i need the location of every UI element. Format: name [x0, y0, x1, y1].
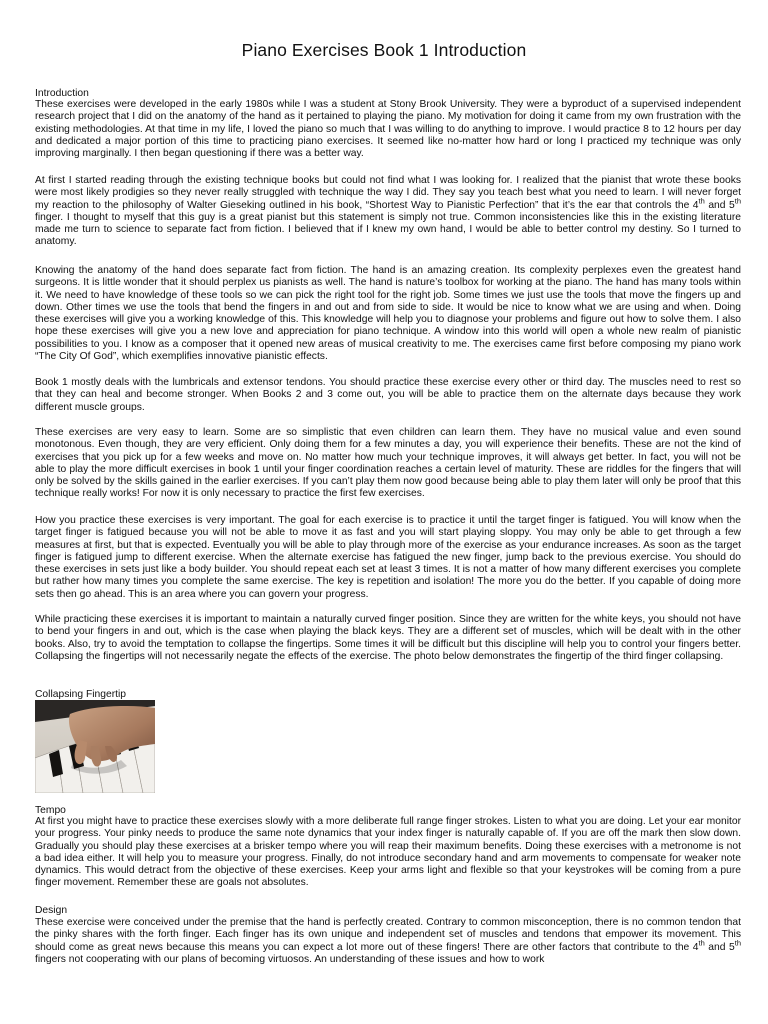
- paragraph-text: and 5: [704, 199, 735, 211]
- superscript-th: th: [734, 196, 741, 206]
- hand-on-keys-photo: [35, 700, 155, 793]
- paragraph-text: finger. I thought to myself that this guy is a great pianist but this statement is simply not true. Common inconsistencies like this in the existing literature made me turn to science to separate fact from fiction. I believed that if I knew my own hand, I would be able to better control my destiny. So I turned to anatomy.: [35, 211, 741, 248]
- paragraph-text: and 5: [704, 941, 735, 953]
- tempo-paragraph-1: At first you might have to practice these exercises slowly with a more deliberate full range finger strokes. Listen to what you are doing. Let your ear monitor your progress. Your pinky needs to produce the same note dynamics that your index finger is naturally capable of. If you are off the mark then slow down. Gradually you should play these exercises at a brisker tempo where you will reap their maximum benefits. Doing these exercises with a metronome is not a bad idea either. It will help you to measure your progress. Finally, do not introduce secondary hand and arm movements to compensate for weaker note dynamics. This would detract from the objective of these exercises. Keep your arms light and flexible so that your keystrokes will be coming from a pure finger movement. Remember these are goals not absolutes.: [35, 816, 741, 889]
- paragraph-text: fingers not cooperating with our plans of becoming virtuosos. An understanding of these issues and how to work: [35, 953, 545, 965]
- superscript-th: th: [698, 938, 705, 948]
- introduction-paragraph-1: These exercises were developed in the early 1980s while I was a student at Stony Brook University. They were a byproduct of a supervised independent research project that I did on the anatomy of the hand as it pertained to playing the piano. My motivation for doing it came from my own frustration with the existing methodologies. At that time in my life, I loved the piano so much that I was willing to do anything to improve. I would practice 8 to 12 hours per day and dedicated a major portion of this time to practicing piano exercises. It seemed like no-matter how hard or long I practiced my technique was only improving marginally. I then began questioning if there was a better way.: [35, 99, 741, 160]
- design-heading: Design: [35, 905, 68, 916]
- paragraph-text: At first I started reading through the existing technique books but could not find what I was looking for. I realized that the pianist that wrote these books were most likely prodigies so they never really struggled with technique the way I did. They say you teach best what you need to learn. I will never forget my reaction to the philosophy of Walter Gieseking outlined in his book, “Shortest Way to Pianistic Perfection” that it’s the ear that controls the 4: [35, 175, 741, 211]
- introduction-paragraph-3: Knowing the anatomy of the hand does separate fact from fiction. The hand is an amazing creation. Its complexity perplexes even the greatest hand surgeons. It is little wonder that it should perplex us pianists as well. The hand is nature’s toolbox for working at the piano. The hand has many tools within it. We need to have knowledge of these tools so we can pick the right tool for the right job. Some times we just use the tools that move the fingers up and down. Other times we use the tools that bend the fingers in and out and from side to side. It would be nice to know what we are using and when. Doing these exercises will give you a working knowledge of this. This knowledge will help you to diagnose your problems and figure out how to solve them. I also hope these exercises will give you a new love and appreciation for piano technique. A window into this world will open a whole new realm of pianistic possibilities to you. I know as a composer that it opened new areas of musical creativity to me. The exercises came first before composing my piano work “The City Of God”, which exemplifies innovative pianistic effects.: [35, 265, 741, 363]
- introduction-paragraph-4: Book 1 mostly deals with the lumbricals and extensor tendons. You should practice these exercise every other or third day. The muscles need to rest so that they can heal and become stronger. When Books 2 and 3 come out, you will be able to practice them on the alternate days because they work different muscle groups.: [35, 377, 741, 413]
- design-paragraph-1: [35, 917, 741, 966]
- superscript-th: th: [698, 196, 705, 206]
- collapsing-fingertip-heading: Collapsing Fingertip: [35, 689, 127, 700]
- paragraph-text: These exercise were conceived under the premise that the hand is perfectly created. Contrary to common misconception, there is no common tendon that the pinky shares with the forth finger. Each finger has its own unique and independent set of muscles and tendons that empower its movement. This should come as great news because this means you can expect a lot more out of these fingers! There are other factors that contribute to the 4: [35, 917, 741, 953]
- introduction-heading: Introduction: [35, 88, 89, 99]
- superscript-th: th: [734, 938, 741, 948]
- introduction-paragraph-6: How you practice these exercises is very important. The goal for each exercise is to practice it until the target finger is fatigued. You will know when the target finger is fatigued because you will not be able to move it as fast and you will start playing sloppy. You may only be able to get through a few measures at first, but that is expected. Eventually you will be able to play through more of the exercise as your endurance increases. As soon as the target finger is fatigued jump to different exercise. When the alternate exercise has fatigued the new finger, jump back to the previous exercise. You should do these exercises in sets just like a body builder. You should repeat each set at least 3 times. It is not a matter of how many different exercises you complete but rather how many times you complete the same exercise. The key is repetition and isolation! The more you do the better. If you capable of doing more sets then go ahead. This is an area where you can govern your progress.: [35, 515, 741, 600]
- introduction-paragraph-2: [35, 175, 741, 249]
- collapsing-fingertip-photo: [35, 700, 155, 793]
- page-title: Piano Exercises Book 1 Introduction: [241, 40, 527, 60]
- tempo-heading: Tempo: [35, 805, 66, 816]
- introduction-paragraph-5: These exercises are very easy to learn. Some are so simplistic that even children can learn them. They have no musical value and even sound monotonous. Even though, they are very efficient. Only doing them for a few minutes a day, you will experience their benefits. These are not the kind of exercises that you pick up for a few weeks and move on. No matter how much your technique improves, it will always get better. In fact, you will not be able to play the more difficult exercises in book 1 until your finger coordination reaches a certain level of maturity. These are riddles for the fingers that will only be solved by the skills gained in the earlier exercises. If you can’t play them now good because being able to play them later will only be proof that this technique really works! For now it is only necessary to practice the first few exercises.: [35, 427, 741, 500]
- introduction-paragraph-7: While practicing these exercises it is important to maintain a naturally curved finger position. Since they are written for the white keys, you should not have to bend your fingers in and out, which is the case when playing the black keys. They are a different set of muscles, which will be dealt with in the other books. Also, try to avoid the temptation to collapse the fingertips. Some times it will be difficult but this discipline will help you to control your fingers better. Collapsing the fingertips will not necessarily negate the effects of the exercise. The photo below demonstrates the fingertip of the third finger collapsing.: [35, 614, 741, 662]
